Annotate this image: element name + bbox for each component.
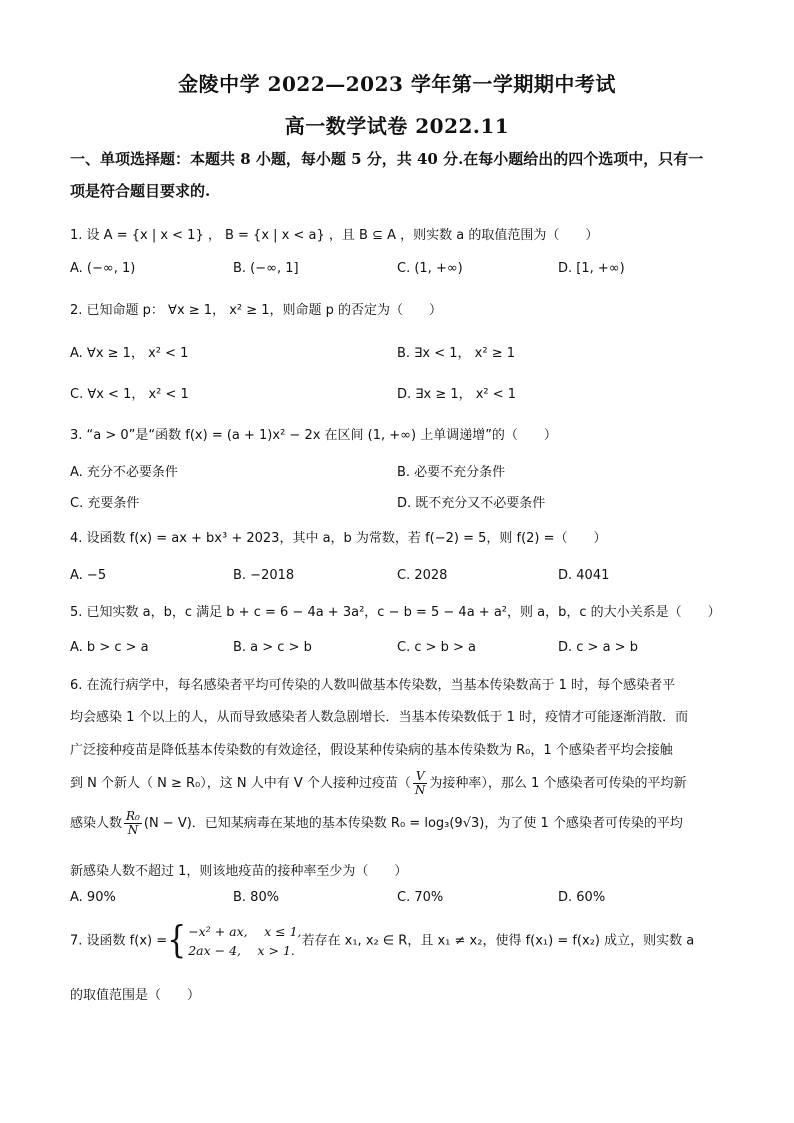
exam-subtitle: 高一数学试卷 2022.11 [284,114,510,138]
fraction-denominator: N [414,783,426,797]
section-heading-line-2: 项是符合题目要求的. [70,182,211,200]
question-6-line-4-b: 为接种率），那么 1 个感染者可传染的平均新 [429,776,687,791]
question-6-line-5-b: (N − V)．已知某病毒在某地的基本传染数 R₀ = log₃(9√3)，为了使 1 个感染者可传染的平均 [143,816,683,831]
new-infections-fraction [124,810,142,837]
question-2-option-c: C. ∀x < 1， x² < 1 [70,387,189,402]
question-6-line-4-a: 到 N 个新人（ N ≥ R₀），这 N 人中有 V 个人接种过疫苗（ [70,776,411,791]
question-5-option-b: B. a > c > b [233,640,312,655]
piecewise-brace: { [167,918,187,963]
section-heading-line-1: 一、单项选择题：本题共 8 小题，每小题 5 分，共 40 分.在每小题给出的四个选项中，只有一 [70,150,704,168]
question-5-option-d: D. c > a > b [558,640,638,655]
question-6-line-1: 6. 在流行病学中，每名感染者平均可传染的人数叫做基本传染数，当基本传染数高于 1 时，每个感染者平 [70,678,676,693]
exam-title: 金陵中学 2022—2023 学年第一学期期中考试 [178,72,616,96]
question-4-option-a: A. −5 [70,568,107,583]
question-3-option-c: C. 充要条件 [70,496,140,511]
question-6-option-a: A. 90% [70,890,116,905]
question-1-option-d: D. [1, +∞) [558,261,625,276]
question-1-option-c: C. (1, +∞) [397,261,463,276]
question-3-option-a: A. 充分不必要条件 [70,465,178,480]
fraction-numerator: V [413,770,428,784]
question-4-option-b: B. −2018 [233,568,295,583]
question-6-line-2: 均会感染 1 个以上的人，从而导致感染者人数急剧增长．当基本传染数低于 1 时，疫情才可能逐渐消散．而 [70,710,689,725]
question-2-option-d: D. ∃x ≥ 1， x² < 1 [397,387,517,402]
question-7-line-2: 的取值范围是（ ） [70,988,201,1003]
piecewise-case-1: −x² + ax, x ≤ 1, [188,924,302,939]
piecewise-case-2: 2ax − 4, x > 1. [188,943,295,958]
question-7-prefix: 7. 设函数 f(x) = [70,933,168,949]
fraction-numerator: R₀ [126,809,140,823]
question-4-stem: 4. 设函数 f(x) = ax + bx³ + 2023，其中 a，b 为常数，若 f(−2) = 5，则 f(2) =（ ） [70,531,607,546]
fraction-denominator: N [127,823,139,837]
question-3-option-d: D. 既不充分又不必要条件 [397,496,546,511]
question-3-option-b: B. 必要不充分条件 [397,465,506,480]
question-4-option-c: C. 2028 [397,568,448,583]
question-7-suffix: 若存在 x₁, x₂ ∈ R，且 x₁ ≠ x₂，使得 f(x₁) = f(x₂) 成立，则实数 a [301,933,695,949]
question-1-stem: 1. 设 A = {x | x < 1} ， B = {x | x < a} ，且 B ⊆ A ，则实数 a 的取值范围为（ ） [70,228,599,243]
question-1-option-b: B. (−∞, 1] [233,261,299,276]
question-6-line-6: 新感染人数不超过 1，则该地疫苗的接种率至少为（ ） [70,864,408,879]
question-5-option-a: A. b > c > a [70,640,149,655]
question-6-option-d: D. 60% [558,890,606,905]
question-4-option-d: D. 4041 [558,568,610,583]
question-2-option-b: B. ∃x < 1， x² ≥ 1 [397,346,515,361]
vaccination-rate-fraction [413,770,428,797]
question-6-option-b: B. 80% [233,890,280,905]
piecewise-cases [188,922,301,960]
question-6-line-5 [70,810,730,837]
section-heading [70,143,730,207]
question-6-line-4 [70,770,730,797]
question-7-line-1 [70,918,730,963]
question-5-stem: 5. 已知实数 a，b，c 满足 b + c = 6 − 4a + 3a²，c − b = 5 − 4a + a²，则 a，b，c 的大小关系是（ ） [70,605,721,620]
question-6-line-3: 广泛接种疫苗是降低基本传染数的有效途径，假设某种传染病的基本传染数为 R₀，1 个感染者平均会接触 [70,743,673,758]
question-2-option-a: A. ∀x ≥ 1， x² < 1 [70,346,189,361]
question-1-option-a: A. (−∞, 1) [70,261,136,276]
question-2-stem: 2. 已知命题 p： ∀x ≥ 1， x² ≥ 1，则命题 p 的否定为（ ） [70,303,443,318]
question-6-line-5-a: 感染人数 [70,816,123,831]
question-3-stem: 3. “a > 0”是“函数 f(x) = (a + 1)x² − 2x 在区间 (1, +∞) 上单调递增”的（ ） [70,428,557,443]
question-6-option-c: C. 70% [397,890,444,905]
question-5-option-c: C. c > b > a [397,640,477,655]
